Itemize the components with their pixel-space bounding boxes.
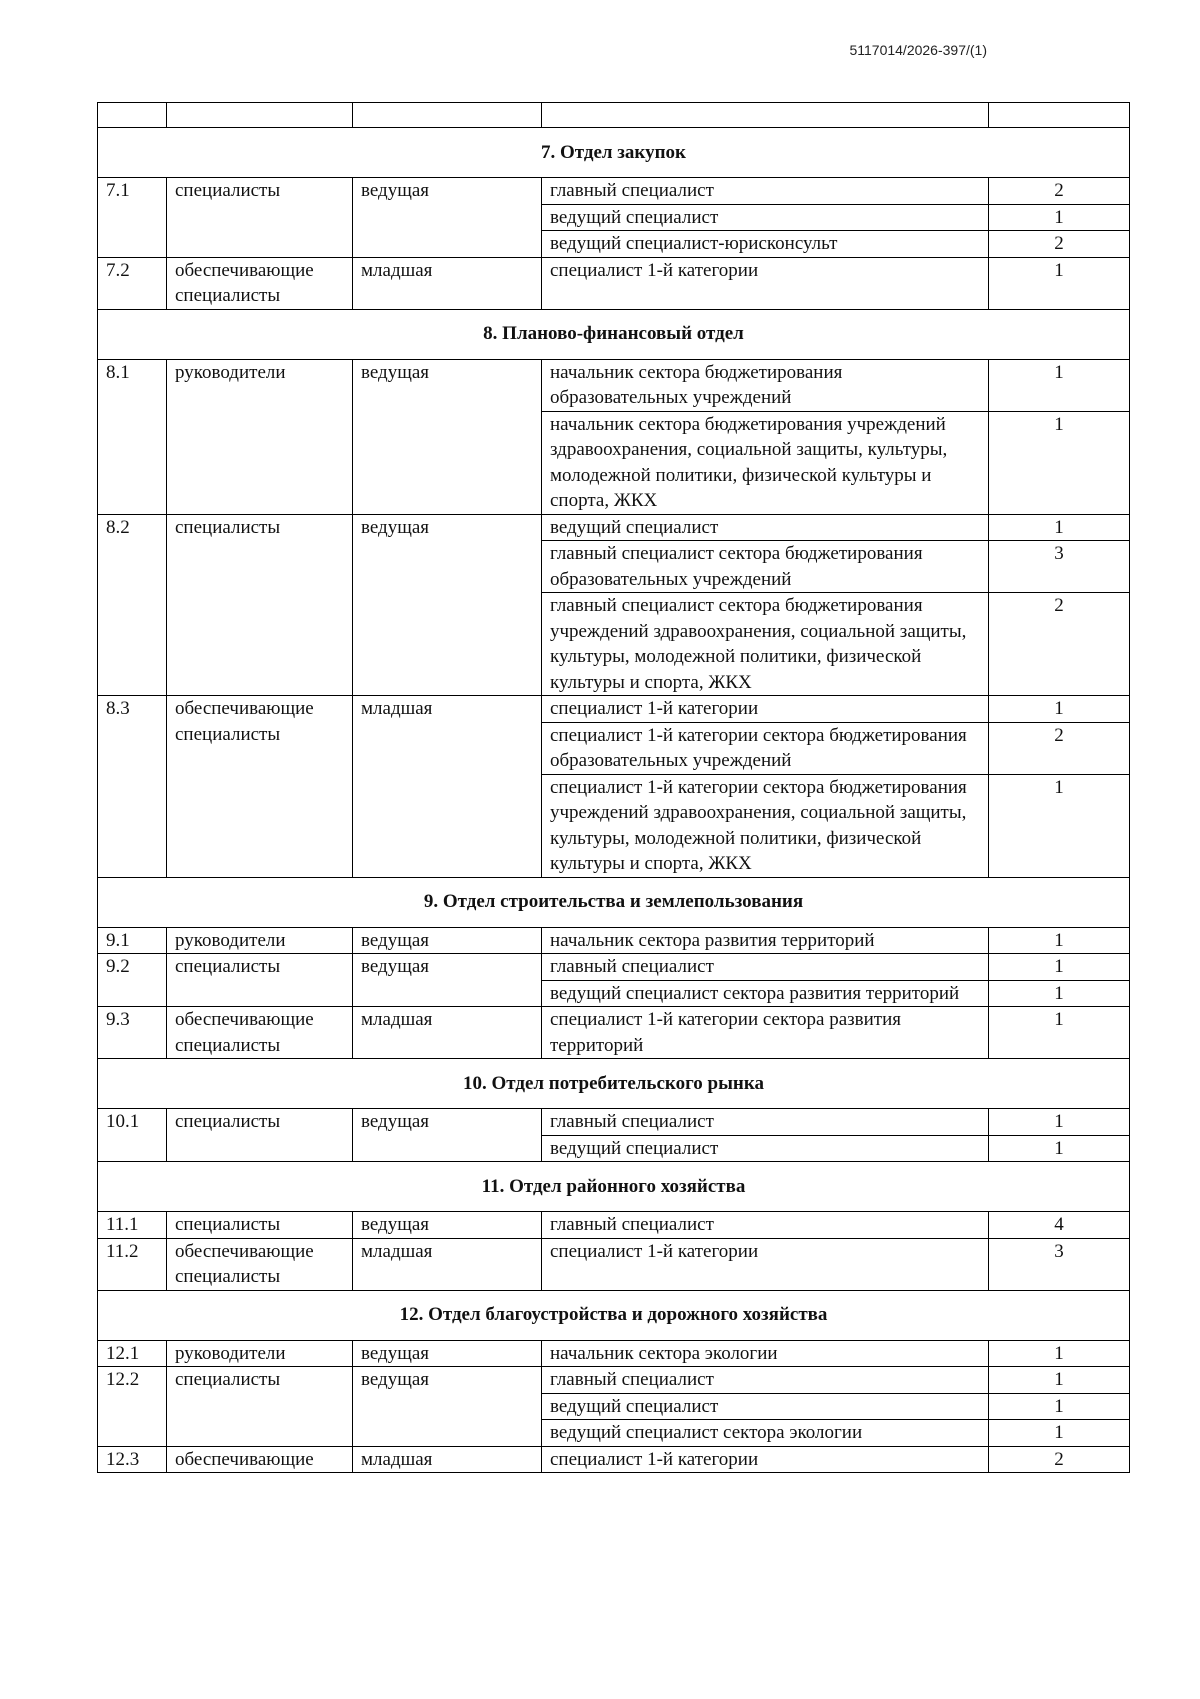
- position-count: 3: [989, 541, 1130, 593]
- position-count: 1: [989, 204, 1130, 231]
- row-number: 9.2: [98, 954, 167, 1007]
- section-title: 10. Отдел потребительского рынка: [98, 1059, 1130, 1109]
- staff-group: специалисты: [167, 1367, 353, 1447]
- position-title: главный специалист: [542, 1367, 989, 1394]
- position-category: ведущая: [353, 954, 542, 1007]
- section-row: [98, 128, 1130, 178]
- position-count: 2: [989, 722, 1130, 774]
- position-title: главный специалист: [542, 1212, 989, 1239]
- position-count: 1: [989, 257, 1130, 309]
- table-row: [98, 954, 1130, 981]
- position-title: ведущий специалист: [542, 1135, 989, 1162]
- position-title: специалист 1-й категории: [542, 257, 989, 309]
- staff-group: обеспечивающие: [167, 1446, 353, 1473]
- staff-group: обеспечивающие специалисты: [167, 257, 353, 309]
- table-row: [98, 257, 1130, 309]
- position-title: начальник сектора экологии: [542, 1340, 989, 1367]
- section-row: [98, 309, 1130, 359]
- position-title: главный специалист: [542, 178, 989, 205]
- position-title: ведущий специалист сектора развития территорий: [542, 980, 989, 1007]
- table-row: [98, 696, 1130, 723]
- position-count: 1: [989, 696, 1130, 723]
- position-title: начальник сектора развития территорий: [542, 927, 989, 954]
- position-category: ведущая: [353, 1340, 542, 1367]
- section-row: [98, 877, 1130, 927]
- position-category: ведущая: [353, 1212, 542, 1239]
- position-count: 1: [989, 359, 1130, 411]
- section-title: 12. Отдел благоустройства и дорожного хозяйства: [98, 1290, 1130, 1340]
- position-count: 1: [989, 411, 1130, 514]
- section-title: 9. Отдел строительства и землепользования: [98, 877, 1130, 927]
- row-number: 12.2: [98, 1367, 167, 1447]
- position-count: 1: [989, 927, 1130, 954]
- position-category: младшая: [353, 1007, 542, 1059]
- position-title: главный специалист: [542, 954, 989, 981]
- position-title: главный специалист: [542, 1109, 989, 1136]
- staff-group: руководители: [167, 359, 353, 514]
- position-category: ведущая: [353, 1109, 542, 1162]
- position-title: главный специалист сектора бюджетирования образовательных учреждений: [542, 541, 989, 593]
- row-number: 9.1: [98, 927, 167, 954]
- position-count: 3: [989, 1238, 1130, 1290]
- position-title: ведущий специалист сектора экологии: [542, 1420, 989, 1447]
- staff-group: руководители: [167, 1340, 353, 1367]
- row-number: 9.3: [98, 1007, 167, 1059]
- position-count: 1: [989, 774, 1130, 877]
- table-row: [98, 514, 1130, 541]
- row-number: 12.3: [98, 1446, 167, 1473]
- document-id: 5117014/2026-397/(1): [849, 42, 987, 58]
- row-number: 8.1: [98, 359, 167, 514]
- row-number: 7.2: [98, 257, 167, 309]
- position-count: 2: [989, 593, 1130, 696]
- staff-group: обеспечивающие специалисты: [167, 696, 353, 878]
- position-count: 1: [989, 1420, 1130, 1447]
- position-category: ведущая: [353, 514, 542, 696]
- table-row: [98, 1238, 1130, 1290]
- position-count: 1: [989, 1340, 1130, 1367]
- staff-group: руководители: [167, 927, 353, 954]
- position-count: 1: [989, 1393, 1130, 1420]
- position-title: специалист 1-й категории сектора бюджетирования учреждений здравоохранения, социальной защиты, культуры, молодежной политики, физической культуры и спорта, ЖКХ: [542, 774, 989, 877]
- staff-group: обеспечивающие специалисты: [167, 1238, 353, 1290]
- position-count: 1: [989, 980, 1130, 1007]
- position-count: 1: [989, 1109, 1130, 1136]
- section-row: [98, 1290, 1130, 1340]
- position-count: 1: [989, 1135, 1130, 1162]
- row-number: 11.2: [98, 1238, 167, 1290]
- position-count: 1: [989, 514, 1130, 541]
- position-title: специалист 1-й категории сектора бюджетирования образовательных учреждений: [542, 722, 989, 774]
- row-number: 8.2: [98, 514, 167, 696]
- section-title: 7. Отдел закупок: [98, 128, 1130, 178]
- position-count: 1: [989, 954, 1130, 981]
- position-title: специалист 1-й категории сектора развития территорий: [542, 1007, 989, 1059]
- table-row: [98, 1007, 1130, 1059]
- row-number: 12.1: [98, 1340, 167, 1367]
- position-title: главный специалист сектора бюджетирования учреждений здравоохранения, социальной защиты, культуры, молодежной политики, физической культуры и спорта, ЖКХ: [542, 593, 989, 696]
- position-category: младшая: [353, 1238, 542, 1290]
- table-row: [98, 1446, 1130, 1473]
- position-count: 2: [989, 178, 1130, 205]
- header-cell: [167, 103, 353, 128]
- position-count: 1: [989, 1367, 1130, 1394]
- table-row: [98, 178, 1130, 205]
- position-category: младшая: [353, 696, 542, 878]
- section-title: 8. Планово-финансовый отдел: [98, 309, 1130, 359]
- staff-group: специалисты: [167, 514, 353, 696]
- position-category: ведущая: [353, 178, 542, 258]
- table-row: [98, 359, 1130, 411]
- position-count: 2: [989, 231, 1130, 258]
- position-category: ведущая: [353, 927, 542, 954]
- staff-table-body: [98, 103, 1130, 1473]
- table-row: [98, 1212, 1130, 1239]
- position-title: специалист 1-й категории: [542, 696, 989, 723]
- position-count: 2: [989, 1446, 1130, 1473]
- staff-group: специалисты: [167, 1109, 353, 1162]
- position-title: ведущий специалист: [542, 204, 989, 231]
- staff-group: специалисты: [167, 178, 353, 258]
- position-count: 1: [989, 1007, 1130, 1059]
- position-title: ведущий специалист: [542, 1393, 989, 1420]
- position-title: ведущий специалист: [542, 514, 989, 541]
- position-category: младшая: [353, 257, 542, 309]
- table-row: [98, 1340, 1130, 1367]
- section-title: 11. Отдел районного хозяйства: [98, 1162, 1130, 1212]
- header-cell: [98, 103, 167, 128]
- table-header-row: [98, 103, 1130, 128]
- position-title: специалист 1-й категории: [542, 1238, 989, 1290]
- header-cell: [542, 103, 989, 128]
- position-category: ведущая: [353, 1367, 542, 1447]
- section-row: [98, 1162, 1130, 1212]
- table-row: [98, 927, 1130, 954]
- position-title: начальник сектора бюджетирования учреждений здравоохранения, социальной защиты, культуры, молодежной политики, физической культуры и спорта, ЖКХ: [542, 411, 989, 514]
- staff-group: специалисты: [167, 954, 353, 1007]
- position-count: 4: [989, 1212, 1130, 1239]
- staff-group: специалисты: [167, 1212, 353, 1239]
- position-title: ведущий специалист-юрисконсульт: [542, 231, 989, 258]
- staff-group: обеспечивающие специалисты: [167, 1007, 353, 1059]
- table-row: [98, 1109, 1130, 1136]
- row-number: 8.3: [98, 696, 167, 878]
- header-cell: [353, 103, 542, 128]
- position-title: начальник сектора бюджетирования образовательных учреждений: [542, 359, 989, 411]
- position-category: младшая: [353, 1446, 542, 1473]
- position-category: ведущая: [353, 359, 542, 514]
- row-number: 11.1: [98, 1212, 167, 1239]
- header-cell: [989, 103, 1130, 128]
- position-title: специалист 1-й категории: [542, 1446, 989, 1473]
- section-row: [98, 1059, 1130, 1109]
- row-number: 7.1: [98, 178, 167, 258]
- staff-table: [97, 102, 1130, 1473]
- table-row: [98, 1367, 1130, 1394]
- row-number: 10.1: [98, 1109, 167, 1162]
